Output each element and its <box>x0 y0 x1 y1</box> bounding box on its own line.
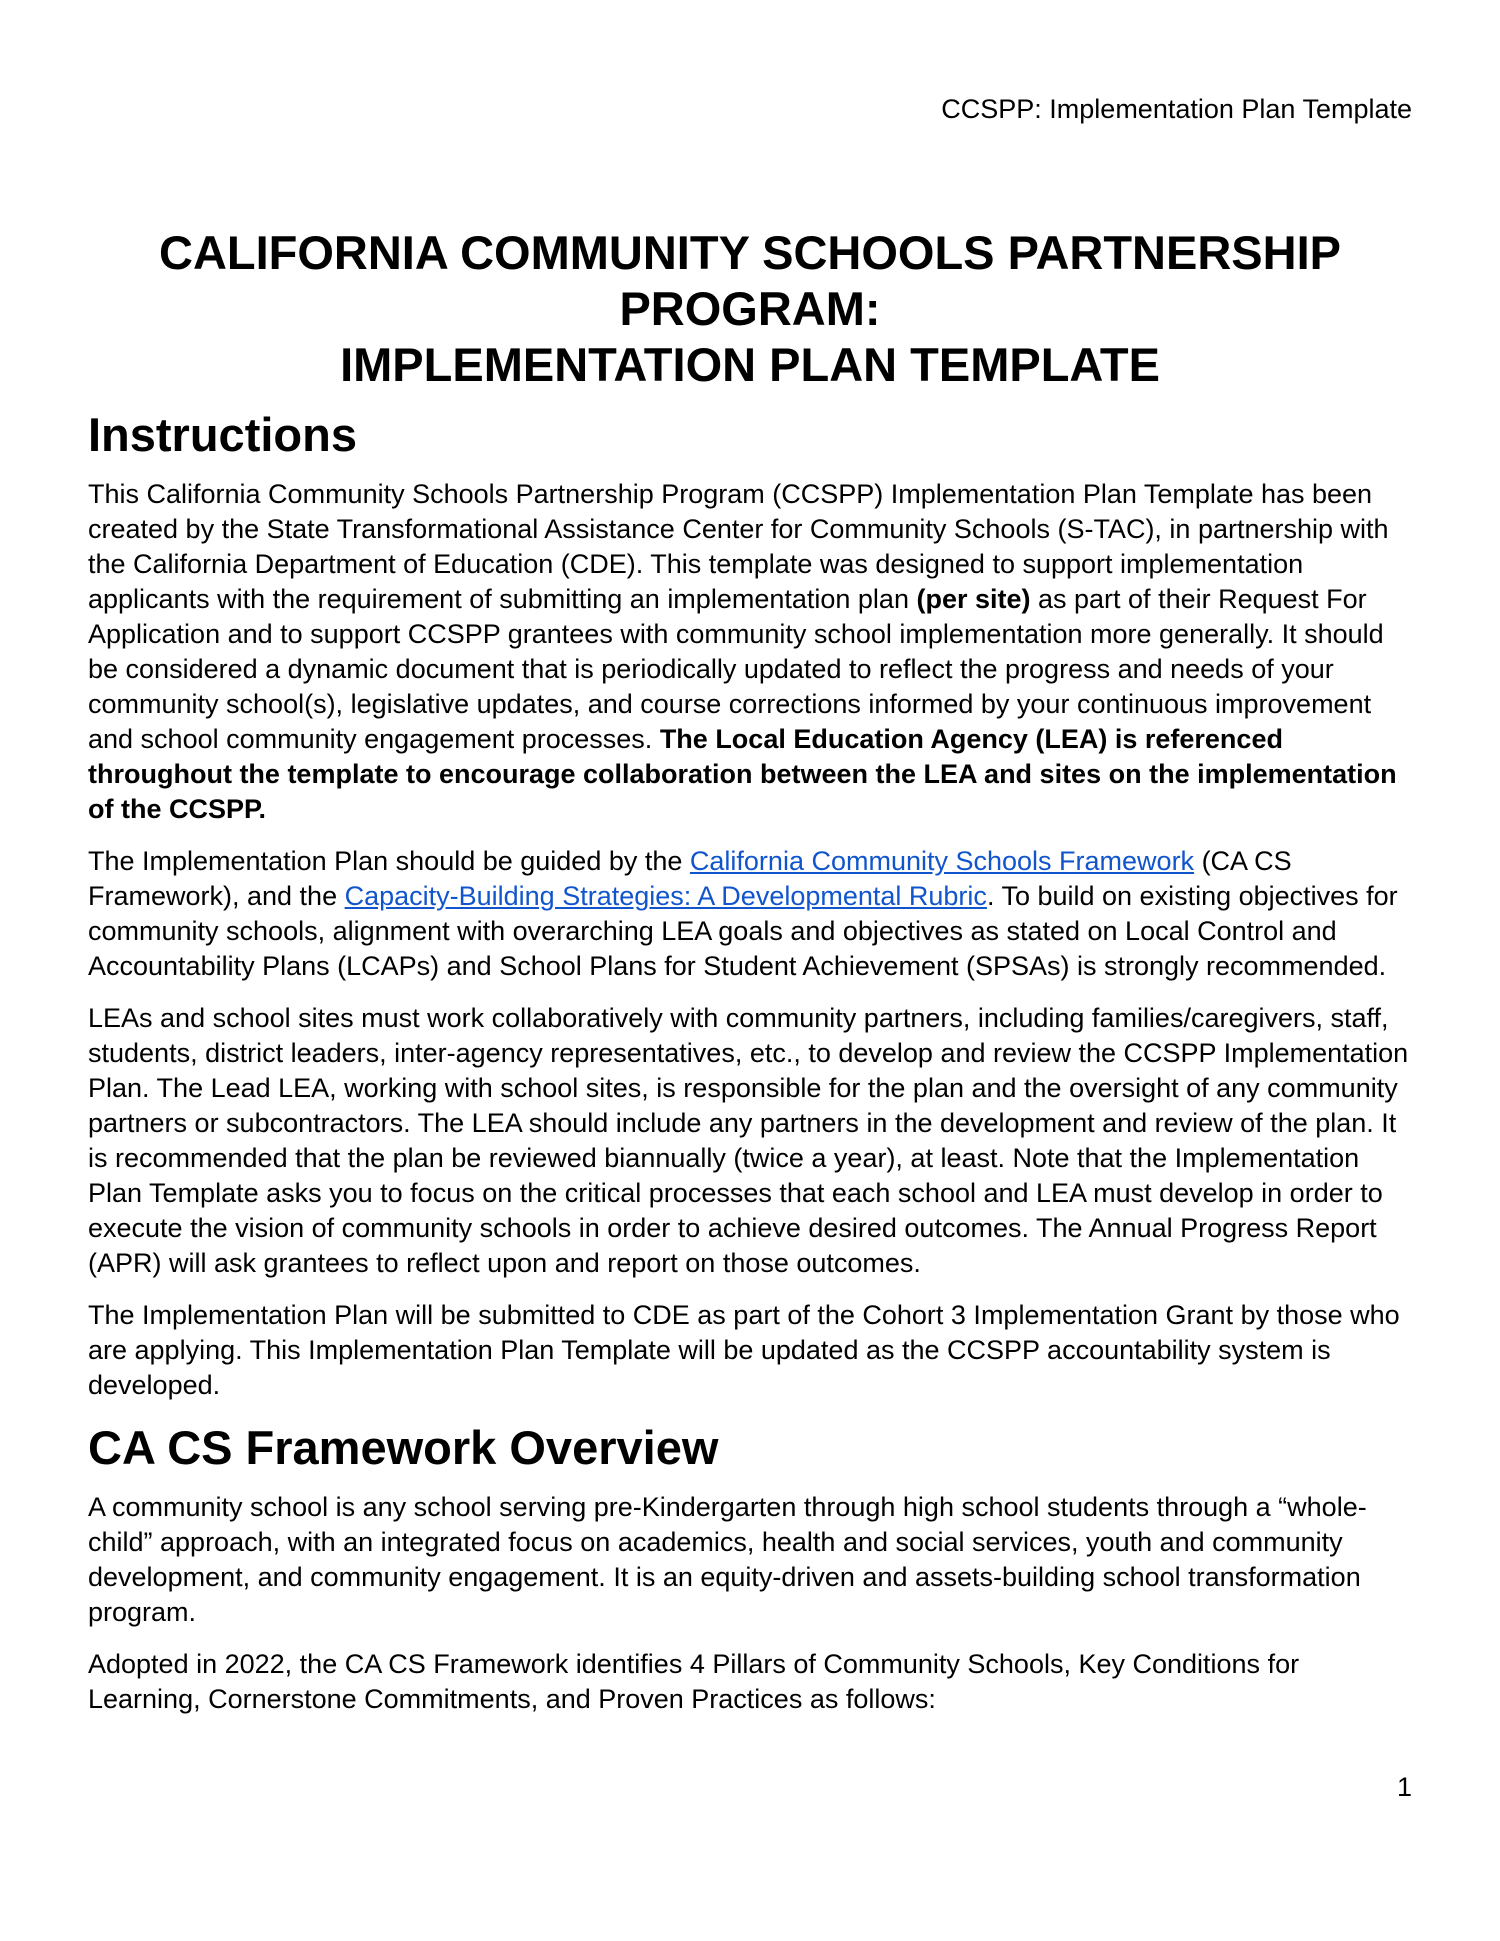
bold-text-run: The Local Education Agency (LEA) is referenced throughout the template to encourage collaboration between the LEA and sites on the implementation of the CCSPP. <box>88 724 1397 824</box>
ca-cs-framework-link[interactable]: California Community Schools Framework <box>689 846 1195 876</box>
framework-paragraph-2 <box>88 1647 1412 1717</box>
text-run: This California Community Schools Partnership Program (CCSPP) Implementation Plan Template has been created by the State Transformational Assistance Center for Community Schools (S-TAC), in partnership with the California Department of Education (CDE). This template was designed to support implementation applicants with the requirement of submitting an implementation plan <box>88 479 1389 614</box>
instructions-paragraph-2 <box>88 844 1412 984</box>
text-run: Adopted in 2022, the CA CS Framework identifies 4 Pillars of Community Schools, Key Conditions for Learning, Cornerstone Commitments, and Proven Practices as follows: <box>88 1649 1300 1714</box>
text-run: A community school is any school serving pre-Kindergarten through high school students through a “whole-child” approach, with an integrated focus on academics, health and social services, youth and community development, and community engagement. It is an equity-driven and assets-building school transformation program. <box>88 1492 1367 1627</box>
text-run: LEAs and school sites must work collaboratively with community partners, including families/caregivers, staff, students, district leaders, inter-agency representatives, etc., to develop and review the CCSPP Implementation Plan. The Lead LEA, working with school sites, is responsible for the plan and the oversight of any community partners or subcontractors. The LEA should include any partners in the development and review of the plan. It is recommended that the plan be reviewed biannually (twice a year), at least. Note that the Implementation Plan Template asks you to focus on the critical processes that each school and LEA must develop in order to execute the vision of community schools in order to achieve desired outcomes. The Annual Progress Report (APR) will ask grantees to reflect upon and report on those outcomes. <box>88 1003 1409 1278</box>
text-run: (CA CS Framework), and the <box>88 846 1292 911</box>
framework-overview-heading: CA CS Framework Overview <box>88 1421 719 1474</box>
instructions-paragraph-1 <box>88 477 1412 827</box>
page-footer <box>1397 1770 1412 1805</box>
framework-paragraph-1 <box>88 1490 1412 1630</box>
document-title <box>88 225 1412 393</box>
bold-text-run: (per site) <box>916 584 1031 614</box>
page-header <box>88 92 1412 127</box>
title-line-1: CALIFORNIA COMMUNITY SCHOOLS PARTNERSHIP PROGRAM: <box>159 226 1341 335</box>
text-run: . To build on existing objectives for community schools, alignment with overarching LEA goals and objectives as stated on Local Control and Accountability Plans (LCAPs) and School Plans for Student Achievement (SPSAs) is strongly recommended. <box>88 881 1398 981</box>
instructions-paragraph-4 <box>88 1298 1412 1403</box>
header-text: CCSPP: Implementation Plan Template <box>941 94 1412 124</box>
text-run: as part of their Request For Application and to support CCSPP grantees with community school implementation more generally. It should be considered a dynamic document that is periodically updated to reflect the progress and needs of your community school(s), legislative updates, and course corrections informed by your continuous improvement and school community engagement processes. <box>88 584 1384 754</box>
instructions-paragraph-3 <box>88 1001 1412 1281</box>
title-line-2: IMPLEMENTATION PLAN TEMPLATE <box>340 338 1160 391</box>
instructions-heading: Instructions <box>88 408 357 461</box>
text-run: The Implementation Plan should be guided by the <box>88 846 690 876</box>
text-run: The Implementation Plan will be submitted to CDE as part of the Cohort 3 Implementation Grant by those who are applying. This Implementation Plan Template will be updated as the CCSPP accountability system is developed. <box>88 1300 1400 1400</box>
page-number: 1 <box>1396 1772 1412 1802</box>
capacity-building-rubric-link[interactable]: Capacity-Building Strategies: A Developmental Rubric <box>344 881 987 911</box>
